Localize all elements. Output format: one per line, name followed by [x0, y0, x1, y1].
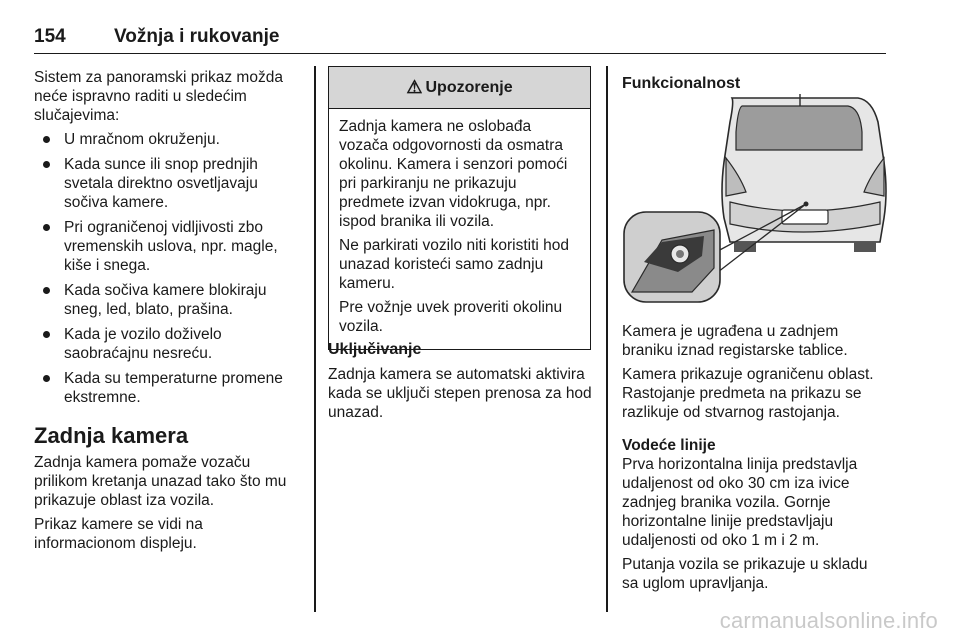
middle-column [328, 340, 594, 427]
bullet-icon [43, 136, 50, 143]
warning-header [329, 67, 590, 109]
column-divider-right [606, 66, 608, 612]
intro-paragraph: Sistem za panoramski prikaz možda neće ispravno raditi u sledećim slučajevima: [34, 69, 283, 124]
guide-lines-heading: Vodeće linije [622, 437, 716, 454]
warning-body [329, 109, 590, 349]
functionality-heading: Funkcionalnost [622, 75, 741, 92]
list-item: Kada su temperaturne promene ekstremne. [34, 369, 300, 407]
list-item: U mračnom okruženju. [34, 130, 300, 149]
section-title: Vožnja i rukovanje [114, 26, 280, 47]
bullet-icon [43, 331, 50, 338]
activation-paragraph: Zadnja kamera se automatski aktivira kada se uključi stepen prenosa za hod unazad. [328, 366, 592, 421]
guide-lines-paragraph: Prva horizontalna linija predstavlja udaljenost od oko 30 cm iza ivice zadnjeg branika vozila. Gornje horizontalne linije predstavljaju udaljenosti od oko 1 m i 2 m. [622, 456, 858, 549]
display-paragraph: Prikaz kamere se vidi na informacionom displeju. [34, 516, 203, 552]
rear-camera-heading: Zadnja kamera [34, 423, 189, 448]
warning-box [328, 66, 591, 350]
right-column [622, 322, 888, 598]
list-item: Kada sočiva kamere blokiraju sneg, led, blato, prašina. [34, 281, 300, 319]
conditions-list [34, 130, 300, 407]
page-number: 154 [34, 26, 66, 47]
page-header [34, 26, 886, 54]
bullet-icon [43, 224, 50, 231]
camera-area-paragraph: Kamera prikazuje ograničenu oblast. Rastojanje predmeta na prikazu se razlikuje od stvarnog rastojanja. [622, 366, 874, 421]
warning-triangle-icon: ⚠ [406, 77, 423, 97]
warning-title: Upozorenje [425, 78, 513, 96]
warning-paragraph: Zadnja kamera ne oslobađa vozača odgovornosti da osmatra okolinu. Kamera i senzori pomoći pri parkiranju ne prikazuju predmete izvan vidokruga, npr. ispod branika ili vozila. [339, 118, 568, 230]
warning-paragraph: Ne parkirati vozilo niti koristiti hod unazad koristeći samo zadnju kameru. [339, 237, 570, 292]
left-column [34, 68, 300, 558]
bullet-icon [43, 287, 50, 294]
list-item: Pri ograničenoj vidljivosti zbo vremenskih uslova, npr. magle, kiše i snega. [34, 218, 300, 275]
column-divider-left [314, 66, 316, 612]
list-item: Kada je vozilo doživelo saobraćajnu nesreću. [34, 325, 300, 363]
camera-location-paragraph: Kamera je ugrađena u zadnjem braniku iznad registarske tablice. [622, 323, 848, 359]
rear-camera-illustration [622, 92, 888, 304]
bullet-icon [43, 375, 50, 382]
watermark: carmanualsonline.info [719, 608, 938, 633]
bullet-icon [43, 161, 50, 168]
trajectory-paragraph: Putanja vozila se prikazuje u skladu sa uglom upravljanja. [622, 556, 868, 592]
activation-heading: Uključivanje [328, 341, 422, 358]
list-item: Kada sunce ili snop prednjih svetala direktno osvetljavaju sočiva kamere. [34, 155, 300, 212]
rear-camera-paragraph: Zadnja kamera pomaže vozaču prilikom kretanja unazad tako što mu prikazuje oblast iza vozila. [34, 454, 287, 509]
warning-paragraph: Pre vožnje uvek proveriti okolinu vozila. [339, 299, 563, 335]
